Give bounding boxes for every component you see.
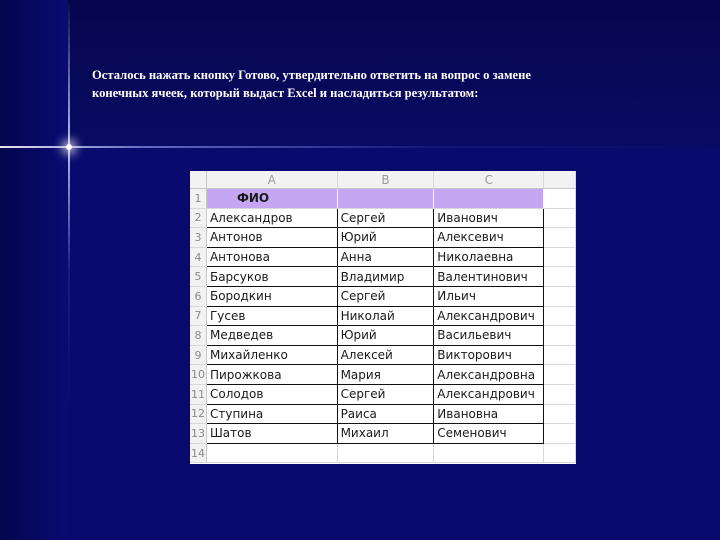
fio-header-cell: ФИО [206, 189, 337, 209]
caption-line-2: конечных ячеек, который выдаст Excel и насладиться результатом: [92, 86, 479, 100]
row-number: 6 [190, 286, 206, 306]
row-number: 7 [190, 306, 206, 326]
patronymic-cell: Иванович [434, 208, 544, 228]
column-header-c: C [434, 171, 544, 189]
first-name-cell: Раиса [337, 404, 434, 424]
patronymic-cell: Александрович [434, 306, 544, 326]
blank-cell [544, 208, 576, 228]
row-number: 11 [190, 384, 206, 404]
row-number: 4 [190, 247, 206, 267]
blank-cell [544, 247, 576, 267]
surname-cell: Александров [206, 208, 337, 228]
table-row [190, 365, 576, 385]
empty-cell [206, 443, 337, 463]
surname-cell: Гусев [206, 306, 337, 326]
row-number: 8 [190, 326, 206, 346]
row-number: 3 [190, 228, 206, 248]
table-row [190, 326, 576, 346]
surname-cell: Пирожкова [206, 365, 337, 385]
surname-cell: Солодов [206, 384, 337, 404]
blank-cell [544, 267, 576, 287]
first-name-cell: Сергей [337, 208, 434, 228]
table-row [190, 345, 576, 365]
spreadsheet-grid [190, 171, 576, 463]
blank-cell [544, 189, 576, 209]
table-row [190, 228, 576, 248]
surname-cell: Медведев [206, 326, 337, 346]
header-cell-b [337, 189, 434, 209]
caption-line-1: Осталось нажать кнопку Готово, утвердительно ответить на вопрос о замене [92, 68, 531, 82]
patronymic-cell: Ильич [434, 286, 544, 306]
blank-cell [544, 306, 576, 326]
row-number: 13 [190, 424, 206, 444]
first-name-cell: Мария [337, 365, 434, 385]
row-number: 2 [190, 208, 206, 228]
patronymic-cell: Семенович [434, 424, 544, 444]
patronymic-cell: Васильевич [434, 326, 544, 346]
header-cell-c [434, 189, 544, 209]
first-name-cell: Владимир [337, 267, 434, 287]
table-header-row [190, 189, 576, 209]
blank-cell [544, 384, 576, 404]
first-name-cell: Николай [337, 306, 434, 326]
first-name-cell: Алексей [337, 345, 434, 365]
table-row [190, 306, 576, 326]
surname-cell: Барсуков [206, 267, 337, 287]
row-number: 9 [190, 345, 206, 365]
patronymic-cell: Ивановна [434, 404, 544, 424]
first-name-cell: Сергей [337, 384, 434, 404]
empty-cell [544, 443, 576, 463]
slide-left-band [0, 0, 68, 540]
sparkle-icon [66, 144, 72, 150]
blank-cell [544, 365, 576, 385]
blank-cell [544, 404, 576, 424]
row-number: 1 [190, 189, 206, 209]
column-header-blank [544, 171, 576, 189]
first-name-cell: Сергей [337, 286, 434, 306]
row-number: 10 [190, 365, 206, 385]
surname-cell: Антонов [206, 228, 337, 248]
decorative-horizontal-line [0, 146, 720, 148]
patronymic-cell: Николаевна [434, 247, 544, 267]
row-number: 5 [190, 267, 206, 287]
table-row [190, 208, 576, 228]
table-row [190, 267, 576, 287]
surname-cell: Бородкин [206, 286, 337, 306]
row-number: 12 [190, 404, 206, 424]
empty-row [190, 443, 576, 463]
patronymic-cell: Александровна [434, 365, 544, 385]
patronymic-cell: Валентинович [434, 267, 544, 287]
table-row [190, 247, 576, 267]
patronymic-cell: Александрович [434, 384, 544, 404]
patronymic-cell: Алексевич [434, 228, 544, 248]
blank-cell [544, 228, 576, 248]
first-name-cell: Юрий [337, 326, 434, 346]
surname-cell: Шатов [206, 424, 337, 444]
blank-cell [544, 286, 576, 306]
spreadsheet-screenshot [190, 171, 576, 464]
column-header-a: A [206, 171, 337, 189]
table-row [190, 424, 576, 444]
surname-cell: Ступина [206, 404, 337, 424]
blank-cell [544, 326, 576, 346]
column-header-row [190, 171, 576, 189]
table-row [190, 384, 576, 404]
column-header-b: B [337, 171, 434, 189]
first-name-cell: Юрий [337, 228, 434, 248]
select-all-corner [190, 171, 206, 189]
surname-cell: Антонова [206, 247, 337, 267]
surname-cell: Михайленко [206, 345, 337, 365]
slide-caption [92, 66, 692, 102]
row-number: 14 [190, 443, 206, 463]
decorative-vertical-line [68, 0, 70, 540]
empty-cell [434, 443, 544, 463]
table-row [190, 286, 576, 306]
blank-cell [544, 345, 576, 365]
table-row [190, 404, 576, 424]
first-name-cell: Анна [337, 247, 434, 267]
first-name-cell: Михаил [337, 424, 434, 444]
blank-cell [544, 424, 576, 444]
patronymic-cell: Викторович [434, 345, 544, 365]
empty-cell [337, 443, 434, 463]
